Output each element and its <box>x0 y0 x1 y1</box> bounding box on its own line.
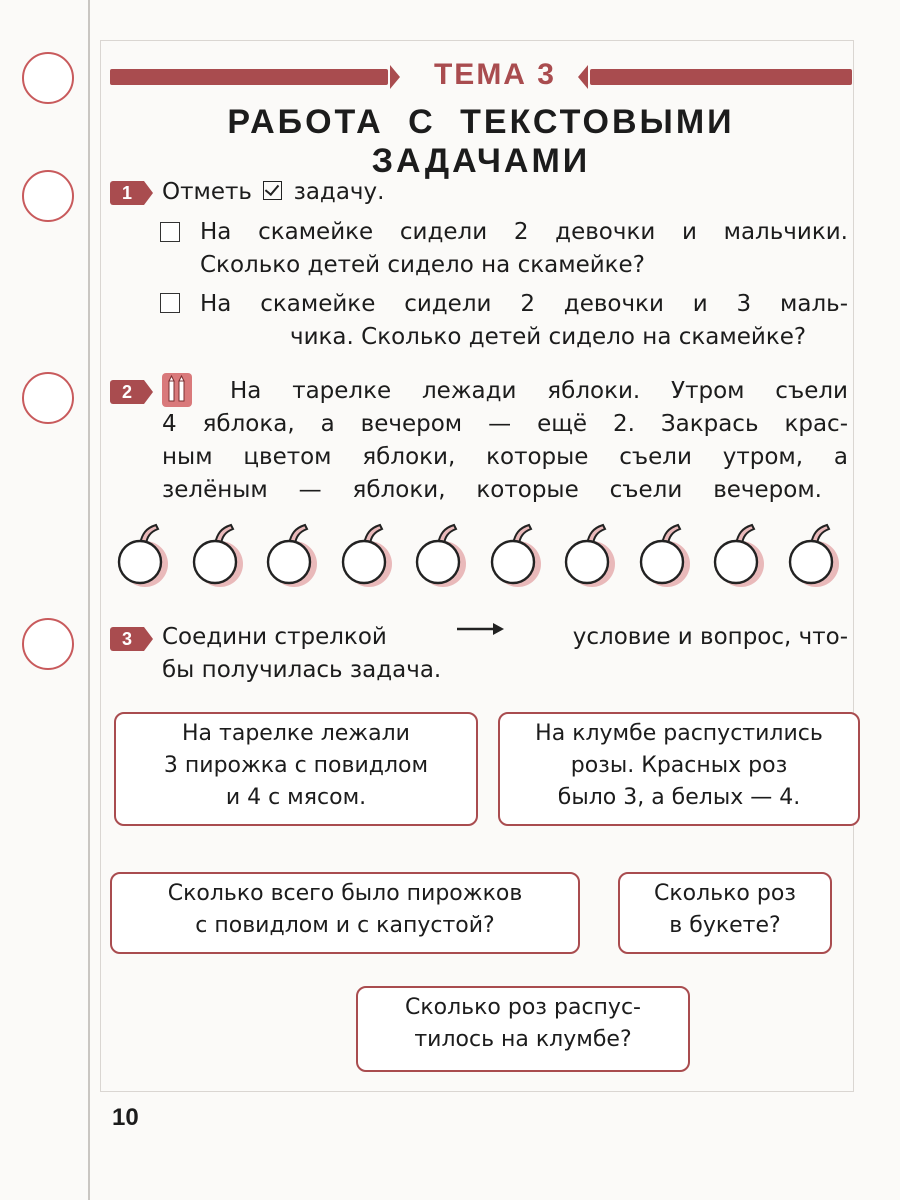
margin-circle <box>22 52 74 104</box>
topic-banner <box>110 60 852 94</box>
question-box-bloomed[interactable] <box>356 986 690 1072</box>
question-box-pies[interactable] <box>110 872 580 954</box>
apple-icon[interactable] <box>708 520 768 590</box>
box-line: было 3, а белых — 4. <box>557 785 801 810</box>
option2-line2: чика. Сколько детей сидело на скамейке? <box>290 324 807 350</box>
apple-icon[interactable] <box>410 520 470 590</box>
banner-arrow-left <box>390 65 400 89</box>
apple-icon[interactable] <box>261 520 321 590</box>
apple-icon[interactable] <box>783 520 843 590</box>
box-line: тилось на клумбе? <box>414 1027 632 1052</box>
task-number-badge: 2 <box>110 380 144 404</box>
question-box-bouquet[interactable] <box>618 872 832 954</box>
margin-circle <box>22 372 74 424</box>
apple-icon[interactable] <box>336 520 396 590</box>
task3-line1-after: условие и вопрос, что- <box>572 624 848 650</box>
option1-line1: На скамейке сидели 2 девочки и мальчики. <box>200 219 848 245</box>
condition-box-pies[interactable] <box>114 712 478 826</box>
checkbox-checked-icon <box>263 181 282 200</box>
task2-line3: ным цветом яблоки, которые съели утром, а <box>162 444 848 470</box>
box-line: На тарелке лежали <box>182 721 410 746</box>
apple-icon[interactable] <box>112 520 172 590</box>
task3-line2: бы получилась задача. <box>162 657 442 683</box>
task1-instruction-after: задачу. <box>293 179 385 205</box>
arrow-right-icon <box>455 621 505 637</box>
banner-bar-left <box>110 69 388 85</box>
task-number-badge: 3 <box>110 627 144 651</box>
pencils-icon <box>162 373 192 407</box>
apple-icon[interactable] <box>559 520 619 590</box>
box-line: в букете? <box>669 913 781 938</box>
task2-line1: На тарелке лежади яблоки. Утром съели <box>230 378 848 404</box>
box-line: 3 пирожка с повидлом <box>163 753 429 778</box>
task1-instruction <box>162 176 384 209</box>
box-line: Сколько всего было пирожков <box>167 881 523 906</box>
apple-icon[interactable] <box>634 520 694 590</box>
binding-line <box>88 0 90 1200</box>
apple-icon[interactable] <box>485 520 545 590</box>
task3-line1-before: Соедини стрелкой <box>162 624 387 650</box>
option2-checkbox[interactable] <box>160 293 180 313</box>
task2-line4: зелёным — яблоки, которые съели вечером. <box>162 477 822 503</box>
box-line: с повидлом и с капустой? <box>195 913 495 938</box>
banner-bar-right <box>590 69 852 85</box>
margin-circle <box>22 618 74 670</box>
option1-line2: Сколько детей сидело на скамейке? <box>200 252 645 278</box>
task-number-badge: 1 <box>110 181 144 205</box>
box-line: и 4 с мясом. <box>225 785 367 810</box>
page-number: 10 <box>112 1104 139 1131</box>
apples-row <box>112 520 852 590</box>
condition-box-roses[interactable] <box>498 712 860 826</box>
task3-line1 <box>162 621 848 654</box>
box-line: розы. Красных роз <box>570 753 788 778</box>
task2-line2: 4 яблока, а вечером — ещё 2. Закрась крас- <box>162 411 848 437</box>
box-line: На клумбе распустились <box>535 721 823 746</box>
option2-line1: На скамейке сидели 2 девочки и 3 маль- <box>200 291 848 317</box>
margin-circle <box>22 170 74 222</box>
box-line: Сколько роз <box>653 881 796 906</box>
task1-instruction-before: Отметь <box>162 179 252 205</box>
box-line: Сколько роз распус- <box>405 995 641 1020</box>
banner-arrow-right <box>578 65 588 89</box>
option1-checkbox[interactable] <box>160 222 180 242</box>
topic-label: ТЕМА 3 <box>433 58 556 91</box>
apple-icon[interactable] <box>187 520 247 590</box>
page-title: РАБОТА С ТЕКСТОВЫМИ ЗАДАЧАМИ <box>227 103 735 180</box>
